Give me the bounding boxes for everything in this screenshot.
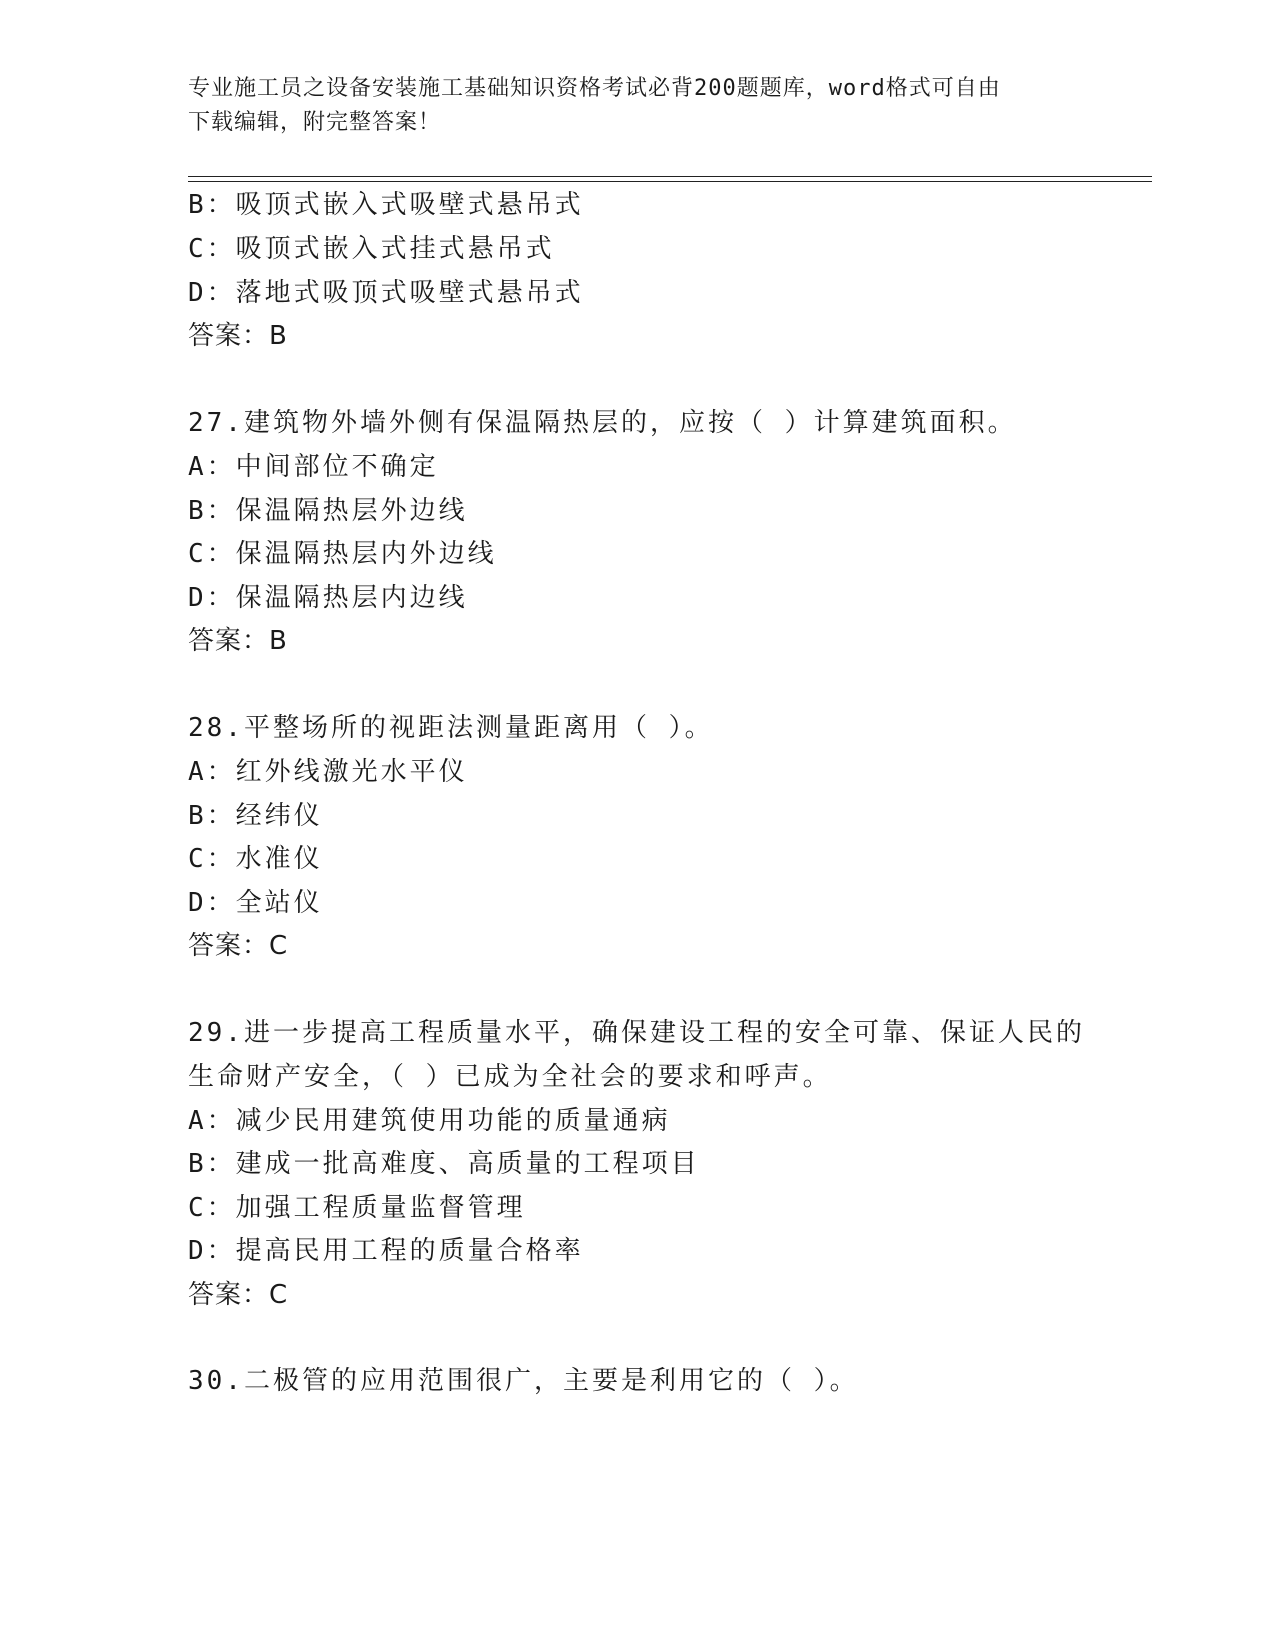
q27-answer: 答案：B	[188, 626, 288, 656]
q26-option-d: D：落地式吸顶式吸壁式悬吊式	[188, 278, 584, 308]
header-line-2: 下载编辑，附完整答案！	[188, 110, 442, 135]
q30-question: 30.二极管的应用范围很广，主要是利用它的（ ）。	[188, 1366, 859, 1396]
q27-question: 27.建筑物外墙外侧有保温隔热层的，应按（ ）计算建筑面积。	[188, 408, 1017, 438]
q28-option-b: B：经纬仪	[188, 801, 323, 831]
q27-option-b: B：保温隔热层外边线	[188, 496, 468, 526]
q26-answer: 答案：B	[188, 321, 288, 351]
q29-option-d: D：提高民用工程的质量合格率	[188, 1236, 584, 1266]
q28-option-d: D：全站仪	[188, 888, 323, 918]
header-divider-bottom	[188, 181, 1152, 182]
q29-question-line-2: 生命财产安全，（ ）已成为全社会的要求和呼声。	[188, 1062, 832, 1092]
q28-option-c: C：水准仪	[188, 844, 323, 874]
q27-option-a: A：中间部位不确定	[188, 452, 439, 482]
q28-answer: 答案：C	[188, 931, 289, 961]
document-header	[188, 72, 1068, 140]
q26-option-c: C：吸顶式嵌入式挂式悬吊式	[188, 234, 555, 264]
q29-question-line-1: 29.进一步提高工程质量水平，确保建设工程的安全可靠、保证人民的	[188, 1018, 1085, 1048]
q29-option-c: C：加强工程质量监督管理	[188, 1193, 526, 1223]
q27-option-d: D：保温隔热层内边线	[188, 583, 468, 613]
header-line-1: 专业施工员之设备安装施工基础知识资格考试必背200题题库，word格式可自由	[188, 76, 1001, 101]
q28-option-a: A：红外线激光水平仪	[188, 757, 468, 787]
q29-option-a: A：减少民用建筑使用功能的质量通病	[188, 1106, 671, 1136]
q29-option-b: B：建成一批高难度、高质量的工程项目	[188, 1149, 700, 1179]
q29-answer: 答案：C	[188, 1280, 289, 1310]
header-divider-top	[188, 176, 1152, 177]
q26-option-b: B：吸顶式嵌入式吸壁式悬吊式	[188, 190, 584, 220]
q27-option-c: C：保温隔热层内外边线	[188, 539, 497, 569]
q28-question: 28.平整场所的视距法测量距离用（ ）。	[188, 713, 714, 743]
